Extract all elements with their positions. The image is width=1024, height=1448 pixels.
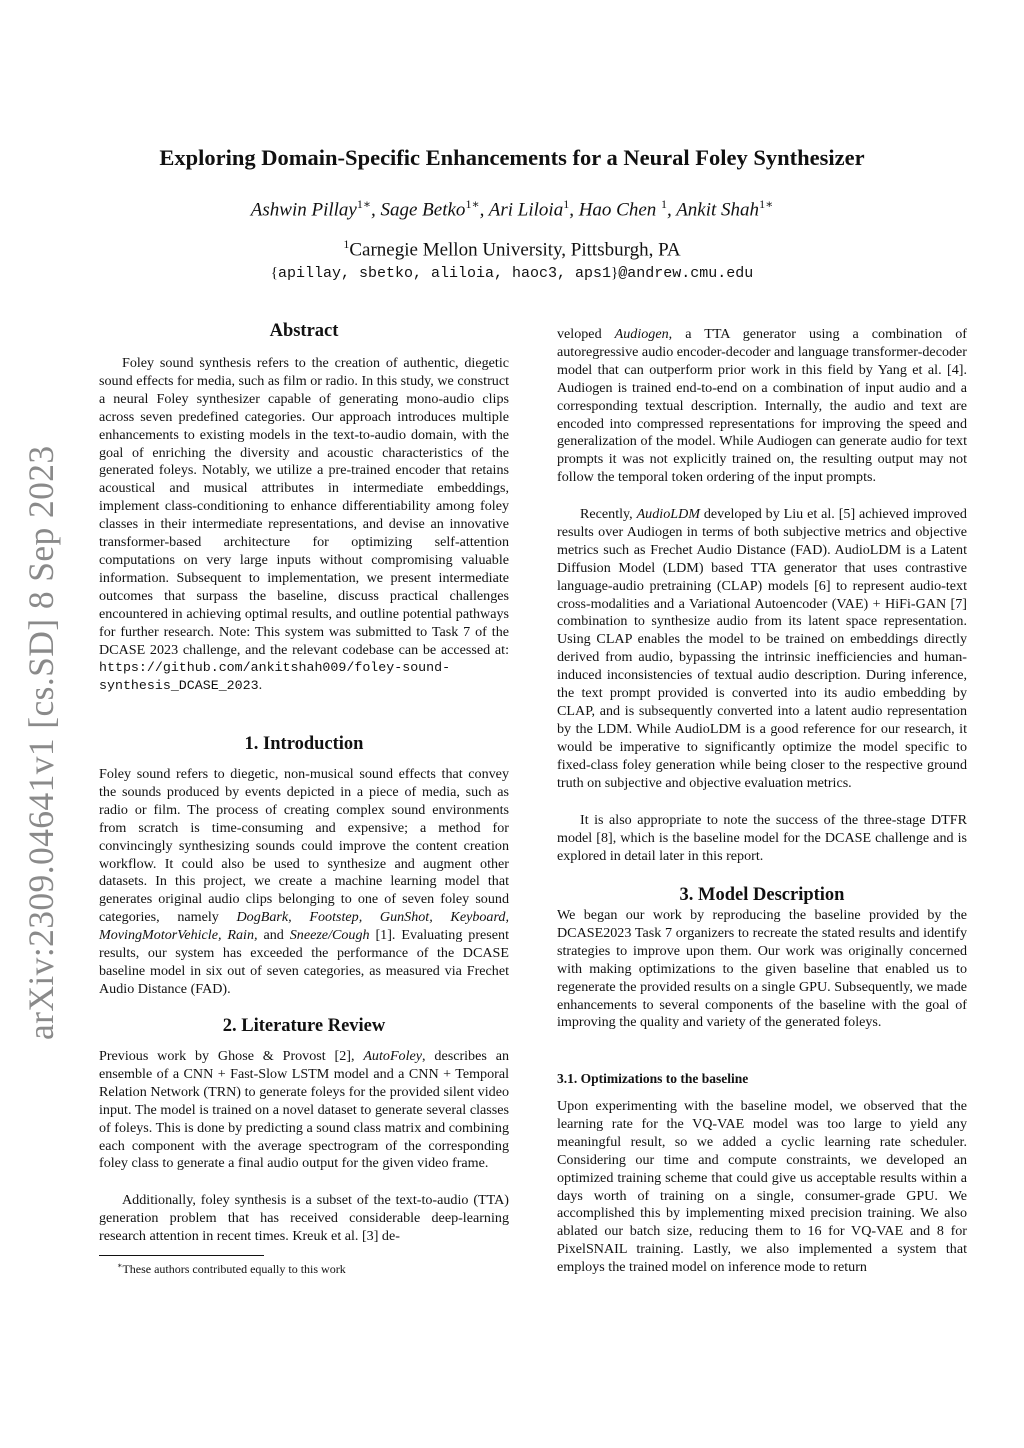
author-name: Hao Chen: [578, 199, 657, 221]
lit-paragraph: veloped Audiogen, a TTA generator using a combination of autoregressive audio encoder-decoder and language transformer-decoder model that can outperform prior work in this field by Yang et al. [4]. Audiogen is trained end-to-end on a combination of input audio and a corresponding textual description. Internally, the audio and text are encoded into compressed representations for improving the speed and generalization of the model. While Audiogen can generate audio for text prompts it was not explicitly trained on, the resulting output may not follow the temporal token ordering of the input prompts.: [557, 326, 967, 486]
footnote: ∗These authors contributed equally to this work: [117, 1261, 346, 1276]
subsection-heading: 3.1. Optimizations to the baseline: [557, 1071, 749, 1086]
paper-title: Exploring Domain-Specific Enhancements for a Neural Foley Synthesizer: [159, 145, 865, 170]
codebase-link[interactable]: https://github.com/ankitshah009/foley-sound-synthesis_DCASE_2023: [99, 660, 451, 694]
lit-review-heading: 2. Literature Review: [222, 1016, 386, 1036]
intro-paragraph: Foley sound refers to diegetic, non-musical sound effects that convey the sounds produced by events depicted in a piece of media, such as radio or film. The process of creating complex sound environments from scratch is time-consuming and expensive; a method for convincingly synthesizing sounds could improve the content creation workflow. It could also be used to synthesize and augment other datasets. In this project, we create a machine learning model that generates original audio clips belonging to one of seven foley sound categories, namely DogBark, Footstep, GunShot, Keyboard, MovingMotorVehicle, Rain, and Sneeze/Cough [1]. Evaluating present results, our system has exceeded the performance of the DCASE baseline model in six out of seven categories, as measured via Frechet Audio Distance (FAD).: [99, 766, 510, 997]
author-emails: {apillay, sbetko, aliloia, haoc3, aps1}@andrew.cmu.edu: [270, 265, 754, 282]
model-paragraph: We began our work by reproducing the baseline provided by the DCASE2023 Task 7 organizers to recreate the stated results and identify strategies to improve upon them. Our work was originally concerned with making optimizations to the given baseline that enabled us to regenerate the provided results on a single GPU. Subsequently, we made enhancements to several components of the baseline with the goal of improving the quality and variety of the generated foleys.: [557, 907, 967, 1031]
author-name: Sage Betko: [380, 199, 466, 221]
lit-paragraph: Additionally, foley synthesis is a subset of the text-to-audio (TTA) generation problem that has received considerable deep-learning research attention in recent times. Kreuk et al. [3] de-: [99, 1192, 509, 1244]
footnote-divider: [99, 1255, 264, 1256]
affiliation: $^1$Carnegie Mellon University, Pittsburgh, PA: [343, 237, 681, 261]
lit-paragraph: Recently, AudioLDM developed by Liu et al. [5] achieved improved results over Audiogen in terms of both subjective metrics and objective metrics such as Frechet Audio Distance (FAD). AudioLDM is a Latent Diffusion Model (LDM) based TTA generator that uses contrastive language-audio pretraining (CLAP) models [6] to represent audio-text cross-modalities and a Variational Autoencoder (VAE) + HiFi-GAN [7] combination to synthesize audio from its latent space representation. Using CLAP enables the model to be trained on embeddings directly derived from audio, bypassing the intrinsic inefficiencies and human-induced inconsistencies of textual audio description. During inference, the text prompt provided is converted into its audio embedding by CLAP, and is subsequently converted into a latent audio representation by the LDM. While AudioLDM is a good reference for our research, it would be imperative to significantly optimize the model specific to fixed-class foley generation while being closer to the respective ground truth on subjective and objective evaluation metrics.: [557, 506, 967, 791]
author-name: Ankit Shah: [676, 199, 760, 221]
intro-heading: 1. Introduction: [244, 734, 364, 754]
author-name: Ari Liloia: [488, 199, 564, 221]
abstract-heading: Abstract: [269, 321, 339, 341]
model-description-heading: 3. Model Description: [679, 885, 845, 905]
author-list: Ashwin Pillay$^{1∗}$, Sage Betko$^{1∗}$, Ari Liloia$^1$, Hao Chen $^1$, Ankit Shah$^{1∗}$: [250, 197, 774, 221]
author-name: Ashwin Pillay: [250, 199, 357, 221]
model-paragraph: Upon experimenting with the baseline model, we observed that the learning rate for the VQ-VAE model was too large to yield any meaningful result, so we added a cyclic learning rate scheduler. Considering our time and compute constraints, we developed an optimized training scheme that could give us acceptable results within a days worth of training on a single, consumer-grade GPU. We accomplished this by implementing mixed precision training. We also ablated our batch size, reducing them to 16 for VQ-VAE and 8 for PixelSNAIL training. Lastly, we also implemented a system that employs the trained model on inference mode to return: [557, 1098, 967, 1276]
arxiv-identifier: arXiv:2309.04641v1 [cs.SD] 8 Sep 2023: [21, 445, 61, 1040]
lit-paragraph: Previous work by Ghose & Provost [2], AutoFoley, describes an ensemble of a CNN + Fast-Slow LSTM model and a CNN + Temporal Relation Network (TRN) to generate foleys for the provided silent video input. The model is trained on a novel dataset to generate several classes of foleys. This is done by predicting a sound class matrix and combining each component with the average spectrogram of the corresponding foley class to generate a final audio output for the given video frame.: [99, 1048, 509, 1172]
lit-paragraph: It is also appropriate to note the success of the three-stage DTFR model [8], which is the baseline model for the DCASE challenge and is explored in detail later in this report.: [557, 812, 967, 864]
abstract-text: Foley sound synthesis refers to the creation of authentic, diegetic sound effects for media, such as film or radio. In this study, we construct a neural Foley synthesizer capable of generating mono-audio clips across seven predefined categories. Our approach introduces multiple enhancements to existing models in the text-to-audio domain, with the goal of enriching the diversity and acoustic characteristics of the generated foleys. Notably, we utilize a pre-trained encoder that retains acoustical and musical attributes in intermediate embeddings, implement class-conditioning to enhance differentiability among foley classes in their intermediate representations, and devise an innovative transformer-based architecture for optimizing self-attention computations on very large inputs without compromising valuable information. Subsequent to implementation, we present intermediate outcomes that surpass the baseline, discuss practical challenges encountered in achieving optimal results, and outline potential pathways for further research. Note: This system was submitted to Task 7 of the DCASE 2023 challenge, and the relevant codebase can be accessed at: https://github.com/ankitshah009/foley-sound-synthesis_DCASE_2023.: [99, 355, 509, 694]
